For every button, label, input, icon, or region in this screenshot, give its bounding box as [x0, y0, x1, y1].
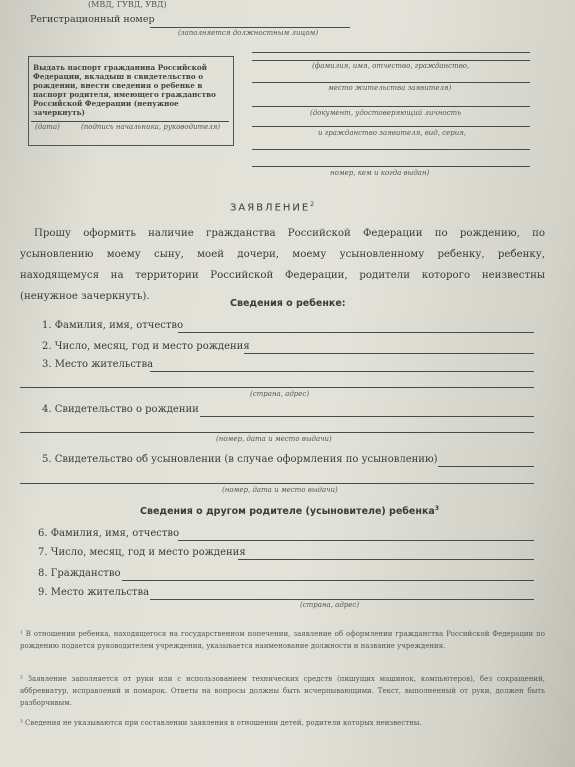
applicant-citizenship-line[interactable] [252, 126, 530, 127]
parent-name-label: 6. Фамилия, имя, отчество [38, 528, 180, 539]
adoption-certificate-caption: (номер, дата и место выдачи) [222, 486, 338, 494]
parent-section-title-text: Сведения о другом родителе (усыновителе) ребенка [140, 506, 435, 518]
child-birth-label: 2. Число, месяц, год и место рождения [42, 341, 250, 352]
child-residence-line-1[interactable] [150, 371, 534, 372]
child-section-title: Сведения о ребенке: [230, 298, 346, 309]
birth-certificate-line-2[interactable] [20, 432, 534, 433]
form-title-footnote: 2 [310, 201, 317, 208]
applicant-name-caption: (фамилия, имя, отчество, гражданство, [312, 62, 470, 70]
form-title [230, 201, 316, 213]
signature-caption: (подпись начальника, руководителя) [81, 123, 221, 131]
footnote-3: ³ Сведения не указываются при составлении заявления в отношении детей, родители которых неизвестны. [20, 719, 422, 727]
parent-country-caption: (страна, адрес) [300, 601, 360, 609]
child-country-caption: (страна, адрес) [250, 390, 310, 398]
applicant-document-line[interactable] [252, 106, 530, 107]
applicant-name-line-2[interactable] [252, 60, 530, 61]
parent-residence-line[interactable] [150, 599, 534, 600]
child-name-label: 1. Фамилия, имя, отчество [42, 320, 184, 331]
child-residence-label: 3. Место жительства [42, 359, 154, 370]
parent-birth-line[interactable] [238, 559, 534, 560]
adoption-certificate-label: 5. Свидетельство об усыновлении (в случае оформления по усыновлению) [42, 454, 438, 465]
applicant-issued-caption: номер, кем и когда выдан) [330, 169, 430, 177]
applicant-document-caption-2: и гражданство заявителя, вид, серия, [318, 129, 467, 137]
date-caption: (дата) [35, 123, 60, 131]
footnote-2: ² Заявление заполняется от руки или с использованием технических средств (пишущих машинок, компьютеров), без сокращений, аббревиатур, исправлений и помарок. Ответы на вопросы должны быть исчерпывающими. Текст, выполненный от руки, должен быть разборчивым. [20, 675, 545, 707]
applicant-address-line[interactable] [252, 82, 530, 83]
parent-citizenship-line[interactable] [122, 580, 534, 581]
decision-text: Выдать паспорт гражданина Российской Федерации, вкладыш в свидетельство о рождении, внести сведения о ребенке в паспорт родителя, имеющего гражданство Российской Федерации (ненужное зачеркнуть) [33, 63, 216, 117]
parent-citizenship-label: 8. Гражданство [38, 568, 121, 579]
birth-certificate-label: 4. Свидетельство о рождении [42, 404, 199, 415]
applicant-address-caption: место жительства заявителя) [328, 84, 452, 92]
decision-box [28, 56, 234, 146]
parent-name-line[interactable] [178, 540, 534, 541]
registration-caption: (заполняется должностным лицом) [178, 29, 319, 37]
adoption-certificate-line-1[interactable] [438, 466, 534, 467]
applicant-name-line-1[interactable] [252, 52, 530, 53]
child-name-line[interactable] [178, 332, 534, 333]
parent-section-footnote: 3 [434, 505, 439, 512]
applicant-series-line[interactable] [252, 149, 530, 150]
child-birth-line[interactable] [244, 353, 534, 354]
birth-certificate-caption: (номер, дата и место выдачи) [216, 435, 332, 443]
agency-note: (МВД, ГУВД, УВД) [88, 0, 167, 9]
footnote-1: ¹ В отношении ребенка, находящегося на государственном попечении, заявление об оформлении гражданства Российской Федерации по рождению подается руководителем учреждения, указывается наименование должности и название учреждения. [20, 630, 545, 650]
child-residence-line-2[interactable] [20, 387, 534, 388]
form-title-text: ЗАЯВЛЕНИЕ [230, 202, 311, 214]
parent-section-title [140, 505, 439, 517]
applicant-document-caption: (документ, удостоверяющий личность [310, 109, 462, 117]
parent-birth-label: 7. Число, месяц, год и место рождения [38, 547, 246, 558]
intro-paragraph: Прошу оформить наличие гражданства Российской Федерации по рождению, по усыновлению моему сыну, моей дочери, моему усыновленному ребенку, ребенку, находящемуся на территории Российской Федерации, родители которого неизвестны (ненужное зачеркнуть). [20, 228, 545, 302]
applicant-issued-line[interactable] [252, 166, 530, 167]
registration-number-line[interactable] [150, 27, 350, 28]
parent-residence-label: 9. Место жительства [38, 587, 150, 598]
adoption-certificate-line-2[interactable] [20, 483, 534, 484]
registration-label: Регистрационный номер [30, 14, 155, 25]
decision-signature-line[interactable] [31, 121, 229, 122]
birth-certificate-line-1[interactable] [200, 416, 534, 417]
